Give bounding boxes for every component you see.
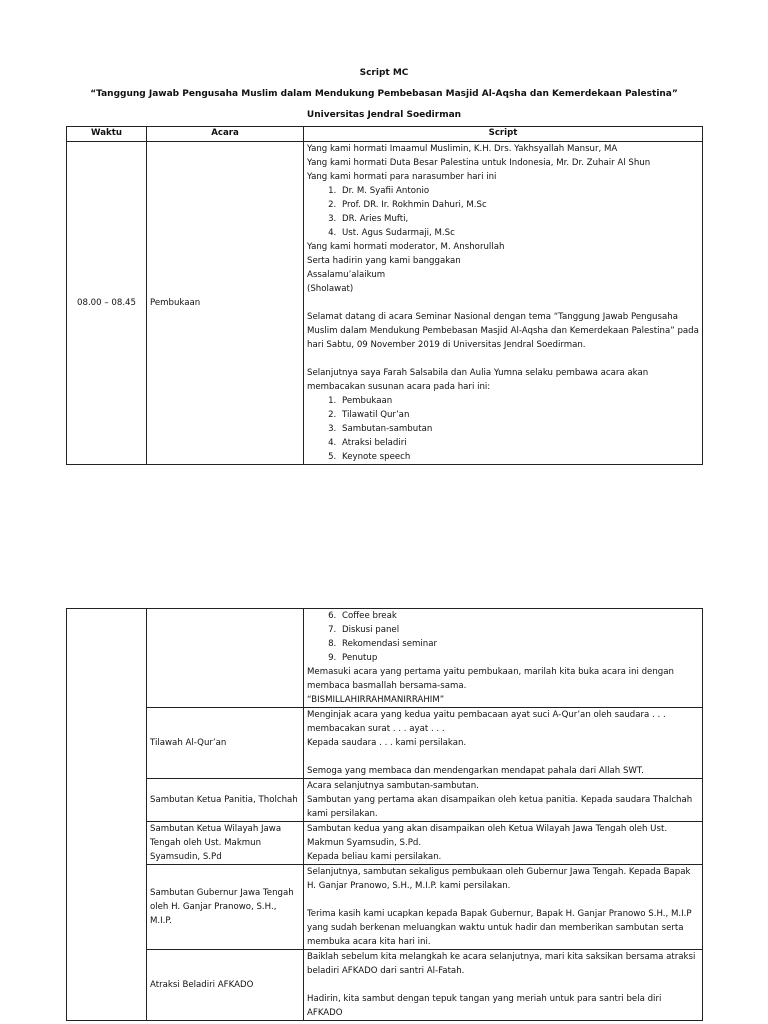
cell-script (304, 950, 703, 1021)
script-text: Hadirin, kita sambut dengan tepuk tangan yang meriah untuk para santri bela diri AFKADO (307, 994, 662, 1018)
cell-acara: Tilawah Al-Qur’an (147, 708, 304, 779)
list-item: 3. Sambutan-sambutan (339, 422, 699, 436)
table-row-sambutan-gubernur (67, 865, 703, 950)
agenda-list-cont (307, 609, 699, 665)
header-script: Script (304, 127, 703, 142)
table-row-pembukaan-cont (67, 609, 703, 708)
cell-acara: Atraksi Beladiri AFKADO (147, 950, 304, 1021)
cell-acara-empty (147, 609, 304, 708)
cell-waktu-empty (67, 609, 147, 1021)
list-item: 3. DR. Aries Mufti, (339, 212, 699, 226)
list-item: 4. Atraksi beladiri (339, 436, 699, 450)
agenda-list (307, 394, 699, 464)
greeting-line: Yang kami hormati Imaamul Muslimin, K.H. Drs. Yakhsyallah Mansur, MA (307, 144, 618, 154)
cell-script (304, 779, 703, 822)
list-item: 4. Ust. Agus Sudarmaji, M.Sc (339, 226, 699, 240)
speaker-list (307, 184, 699, 240)
script-text: Terima kasih kami ucapkan kepada Bapak Gubernur, Bapak H. Ganjar Pranowo S.H., M.I.P yang sudah berkenan meluangkan waktu untuk hadir dan memberikan sambutan serta membuka acara kita hari ini. (307, 909, 692, 947)
header-waktu: Waktu (67, 127, 147, 142)
script-text: Kepada saudara . . . kami persilakan. (307, 738, 467, 748)
script-text: Baiklah sebelum kita melangkah ke acara selanjutnya, mari kita saksikan bersama atraksi beladiri AFKADO dari santri Al-Fatah. (307, 952, 696, 976)
script-table-1 (66, 126, 703, 465)
cell-script (304, 142, 703, 465)
table-row-atraksi-beladiri (67, 950, 703, 1021)
cell-script (304, 609, 703, 708)
doc-theme: “Tanggung Jawab Pengusaha Muslim dalam Mendukung Pembebasan Masjid Al-Aqsha dan Kemerdekaan Palestina” (90, 89, 678, 99)
list-item: 1. Dr. M. Syafii Antonio (339, 184, 699, 198)
table-row-pembukaan (67, 142, 703, 465)
cell-acara: Pembukaan (147, 142, 304, 465)
title-block (0, 66, 768, 129)
table-row-sambutan-ketua-panitia (67, 779, 703, 822)
list-item: 8. Rekomendasi seminar (339, 637, 699, 651)
greeting-line: Yang kami hormati Duta Besar Palestina untuk Indonesia, Mr. Dr. Zuhair Al Shun (307, 158, 651, 168)
list-item: 9. Penutup (339, 651, 699, 665)
list-item: 7. Diskusi panel (339, 623, 699, 637)
greeting-line: Yang kami hormati moderator, M. Anshorullah (307, 242, 505, 252)
cell-script (304, 822, 703, 865)
welcome-paragraph: Selamat datang di acara Seminar Nasional dengan tema “Tanggung Jawab Pengusaha Muslim dalam Mendukung Pembebasan Masjid Al-Aqsha dan Kemerdekaan Palestina” pada hari Sabtu, 09 November 2019 di Universitas Jendral Soedirman. (307, 312, 699, 350)
cell-script (304, 865, 703, 950)
script-text: Semoga yang membaca dan mendengarkan mendapat pahala dari Allah SWT. (307, 766, 644, 776)
script-text: Memasuki acara yang pertama yaitu pembukaan, marilah kita buka acara ini dengan membaca basmallah bersama-sama. (307, 667, 674, 691)
basmallah-text: “BISMILLAHIRRAHMANIRRAHIM” (307, 695, 445, 705)
cell-script (304, 708, 703, 779)
script-text: Kepada beliau kami persilakan. (307, 852, 442, 862)
list-item: 2. Prof. DR. Ir. Rokhmin Dahuri, M.Sc (339, 198, 699, 212)
salam-line: Assalamu’alaikum (307, 270, 386, 280)
script-text: Acara selanjutnya sambutan-sambutan. (307, 781, 479, 791)
script-text: Menginjak acara yang kedua yaitu pembacaan ayat suci A-Qur’an oleh saudara . . . membacakan surat . . . ayat . . . (307, 710, 666, 734)
list-item: 5. Keynote speech (339, 450, 699, 464)
script-text: Selanjutnya, sambutan sekaligus pembukaan oleh Gubernur Jawa Tengah. Kepada Bapak H. Ganjar Pranowo, S.H., M.I.P. kami persilakan. (307, 867, 691, 891)
cell-acara: Sambutan Ketua Wilayah Jawa Tengah oleh Ust. Makmun Syamsudin, S.Pd (147, 822, 304, 865)
script-text: Sambutan kedua yang akan disampaikan oleh Ketua Wilayah Jawa Tengah oleh Ust. Makmun Syamsudin, S.Pd. (307, 824, 668, 848)
script-table-2 (66, 608, 703, 1021)
doc-title: Script MC (359, 68, 409, 78)
cell-waktu: 08.00 – 08.45 (67, 142, 147, 465)
table-header-row (67, 127, 703, 142)
greeting-line: Serta hadirin yang kami banggakan (307, 256, 461, 266)
doc-venue: Universitas Jendral Soedirman (306, 110, 462, 120)
table-row-sambutan-ketua-wilayah (67, 822, 703, 865)
greeting-line: Yang kami hormati para narasumber hari ini (307, 172, 497, 182)
agenda-intro: Selanjutnya saya Farah Salsabila dan Aulia Yumna selaku pembawa acara akan membacakan susunan acara pada hari ini: (307, 368, 649, 392)
list-item: 6. Coffee break (339, 609, 699, 623)
script-text: Sambutan yang pertama akan disampaikan oleh ketua panitia. Kepada saudara Thalchah kami persilakan. (307, 795, 693, 819)
cell-acara: Sambutan Ketua Panitia, Tholchah (147, 779, 304, 822)
list-item: 2. Tilawatil Qur’an (339, 408, 699, 422)
cell-acara: Sambutan Gubernur Jawa Tengah oleh H. Ganjar Pranowo, S.H., M.I.P. (147, 865, 304, 950)
sholawat-line: (Sholawat) (307, 284, 354, 294)
list-item: 1. Pembukaan (339, 394, 699, 408)
table-row-tilawah (67, 708, 703, 779)
header-acara: Acara (147, 127, 304, 142)
